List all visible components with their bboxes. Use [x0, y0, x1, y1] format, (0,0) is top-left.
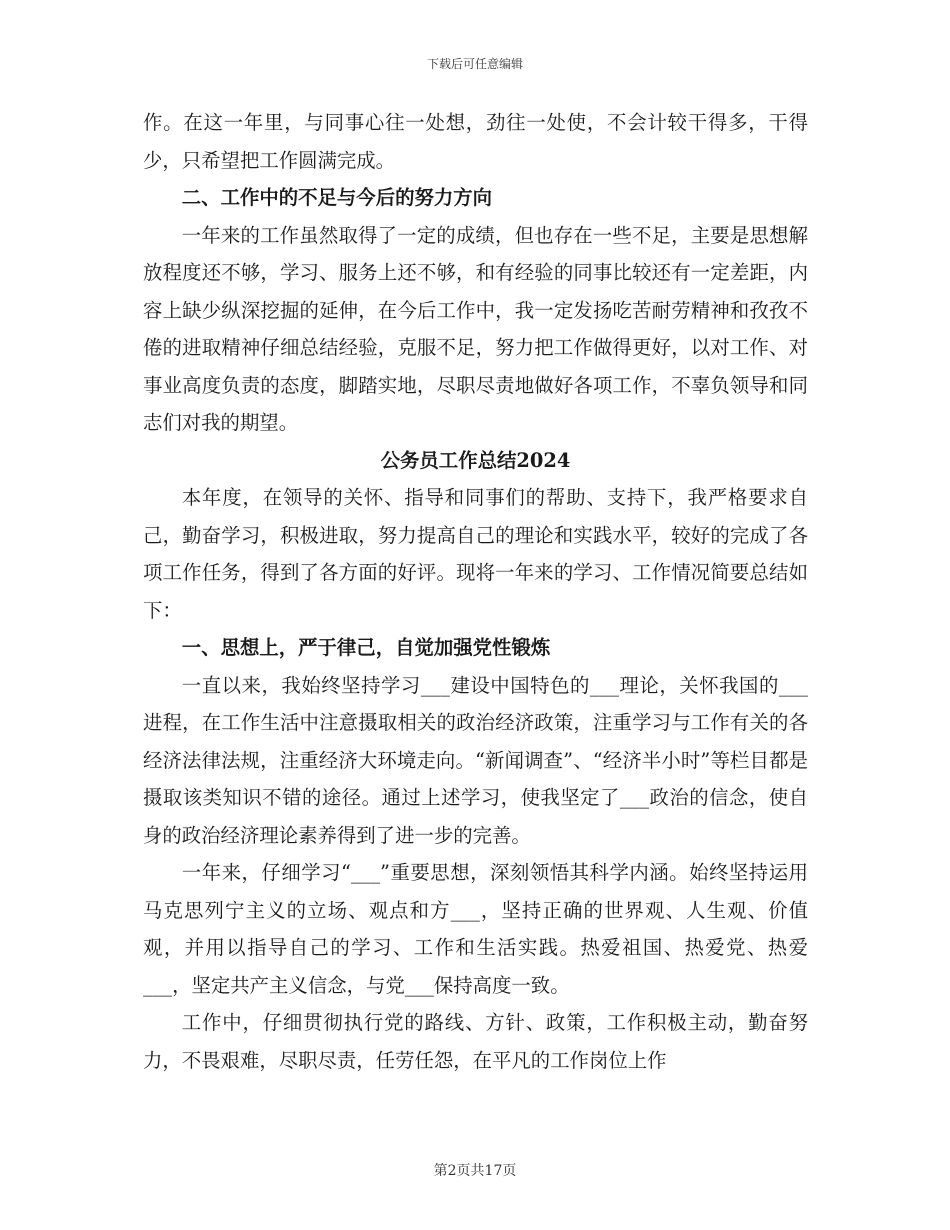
paragraph-theory: 一年来，仔细学习“___”重要思想，深刻领悟其科学内涵。始终坚持运用马克思列宁主义的立场、观点和方___，坚持正确的世界观、人生观、价值观，并用以指导自己的学习、工作和生活实践。热爱祖国、热爱党、热爱___，坚定共产主义信念，与党___保持高度一致。: [143, 861, 808, 997]
paragraph-study: 一直以来，我始终坚持学习___建设中国特色的___理论，关怀我国的___进程，在工作生活中注意摄取相关的政治经济政策，注重学习与工作有关的各经济法律法规，注重经济大环境走向。“新闻调查”、“经济半小时”等栏目都是摄取该类知识不错的途径。通过上述学习，使我坚定了___政治的信念，使自身的政治经济理论素养得到了进一步的完善。: [143, 673, 808, 847]
paragraph-shortcomings: 一年来的工作虽然取得了一定的成绩，但也存在一些不足，主要是思想解放程度还不够，学习、服务上还不够，和有经验的同事比较还有一定差距，内容上缺少纵深挖掘的延伸，在今后工作中，我一定发扬吃苦耐劳精神和孜孜不倦的进取精神仔细总结经验，克服不足，努力把工作做得更好，以对工作、对事业高度负责的态度，脚踏实地，尽职尽责地做好各项工作，不辜负领导和同志们对我的期望。: [143, 223, 808, 434]
paragraph-work: 工作中，仔细贯彻执行党的路线、方针、政策，工作积极主动，勤奋努力，不畏艰难，尽职尽责，任劳任怨，在平凡的工作岗位上作: [143, 1011, 808, 1072]
document-body: [143, 104, 808, 1079]
section-heading-shortcomings: 二、工作中的不足与今后的努力方向: [181, 186, 493, 209]
paragraph-intro: 本年度，在领导的关怀、指导和同事们的帮助、支持下，我严格要求自己，勤奋学习，积极进取，努力提高自己的理论和实践水平，较好的完成了各项工作任务，得到了各方面的好评。现将一年来的学习、工作情况简要总结如下：: [143, 486, 808, 622]
page-footer: 第2页共17页: [433, 1163, 517, 1179]
section-heading-ideology: 一、思想上，严于律己，自觉加强党性锻炼: [181, 636, 551, 659]
paragraph-continuation: 作。在这一年里，与同事心往一处想，劲往一处使，不会计较干得多，干得少，只希望把工作圆满完成。: [143, 111, 808, 172]
document-title: 公务员工作总结2024: [380, 448, 571, 472]
page-header: 下载后可任意编辑: [426, 57, 523, 71]
